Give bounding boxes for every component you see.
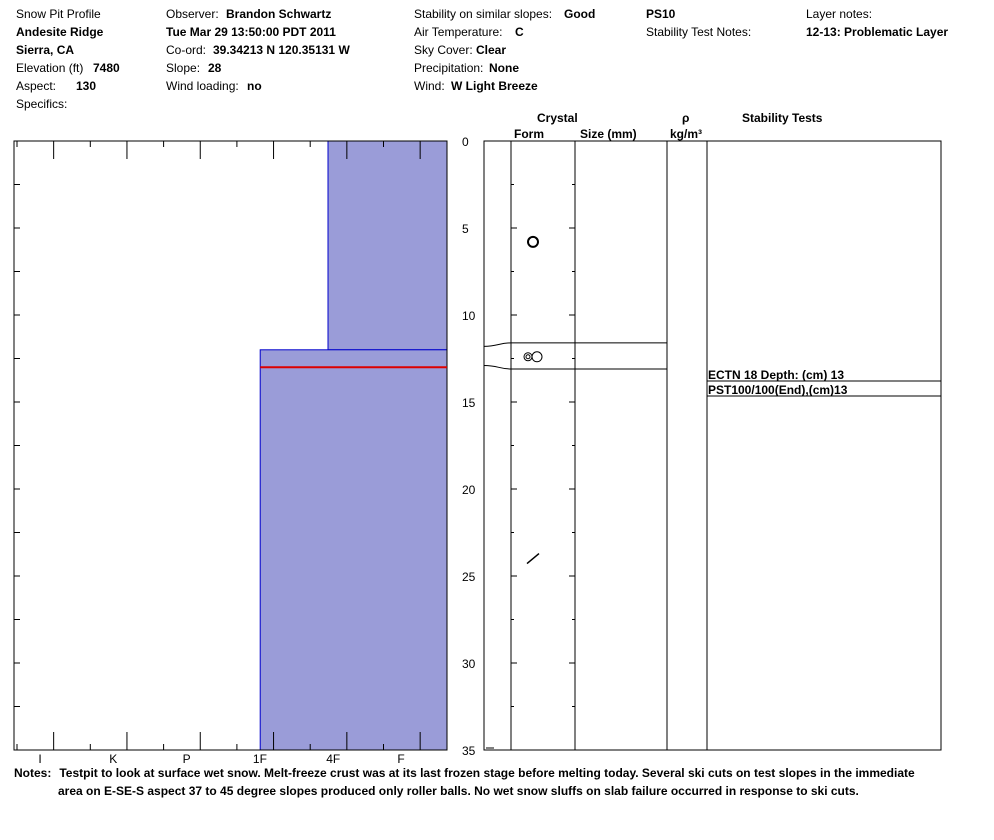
profile-label: Snow Pit Profile [16, 7, 101, 21]
depth-tick-label: 15 [462, 396, 476, 410]
crystal-melt-freeze-icon-outer [532, 352, 542, 362]
depth-tick-label: 25 [462, 570, 476, 584]
layer-notes-label: Layer notes: [806, 7, 873, 21]
stability-test-0: ECTN 18 Depth: (cm) 13 [708, 368, 845, 382]
aspect-value: 130 [76, 79, 97, 93]
form-header: Form [514, 127, 544, 141]
crystal-grid [484, 141, 941, 750]
depth-tick-label: 30 [462, 657, 476, 671]
coord-label: Co-ord: [166, 43, 207, 57]
hardness-label-i: I [38, 752, 42, 766]
hardness-layer-1 [260, 350, 447, 750]
crystal-grid-frame [484, 141, 941, 750]
wind-label: Wind: [414, 79, 445, 93]
slope-value: 28 [208, 61, 222, 75]
region: Sierra, CA [16, 43, 75, 57]
stability-notes-label: Stability Test Notes: [646, 25, 752, 39]
coord-value: 39.34213 N 120.35131 W [213, 43, 350, 57]
wind-loading-label: Wind loading: [166, 79, 239, 93]
stability-label: Stability on similar slopes: [414, 7, 553, 21]
crystal-rounded-grain-icon [528, 237, 538, 247]
air-temp-label: Air Temperature: [414, 25, 503, 39]
elevation-value: 7480 [93, 61, 120, 75]
depth-tick-label: 0 [462, 135, 469, 149]
stability-tests-header: Stability Tests [742, 111, 823, 125]
depth-tick-label: 5 [462, 222, 469, 236]
hardness-label-f: F [397, 752, 405, 766]
hardness-label-k: K [109, 752, 118, 766]
sky-value: Clear [476, 43, 507, 57]
hardness-plot [14, 141, 447, 766]
pit-id: PS10 [646, 7, 676, 21]
crystal-melt-freeze-icon-inner [526, 355, 530, 359]
layer-notes-value: 12-13: Problematic Layer [806, 25, 949, 39]
elevation-label: Elevation (ft) [16, 61, 84, 75]
location: Andesite Ridge [16, 25, 104, 39]
layer-connector-bottom [484, 365, 511, 368]
density-unit: kg/m³ [670, 127, 703, 141]
observer-label: Observer: [166, 7, 219, 21]
precip-label: Precipitation: [414, 61, 484, 75]
sky-label: Sky Cover: [414, 43, 473, 57]
datetime: Tue Mar 29 13:50:00 PDT 2011 [166, 25, 336, 39]
air-temp-value: C [515, 25, 524, 39]
aspect-label: Aspect: [16, 79, 57, 93]
stability-test-1: PST100/100(End),(cm)13 [708, 383, 848, 397]
notes-line-2: area on E-SE-S aspect 37 to 45 degree slopes produced only roller balls. No wet snow sluffs on slab failure occurred in response to ski cuts. [58, 784, 859, 798]
layer-connector-top [484, 343, 511, 346]
depth-tick-label: 10 [462, 309, 476, 323]
specifics-label: Specifics: [16, 97, 68, 111]
crystal-slash-icon [527, 554, 539, 564]
density-symbol: ρ [682, 111, 690, 125]
slope-label: Slope: [166, 61, 201, 75]
crystal-header: Crystal [537, 111, 578, 125]
hardness-layer-0 [328, 141, 447, 350]
size-header: Size (mm) [580, 127, 637, 141]
wind-value: W Light Breeze [451, 79, 538, 93]
depth-tick-label: 35 [462, 744, 476, 758]
hardness-label-p: P [182, 752, 191, 766]
hardness-label-1f: 1F [252, 752, 267, 766]
depth-tick-label: 20 [462, 483, 476, 497]
precip-value: None [489, 61, 519, 75]
observer-value: Brandon Schwartz [226, 7, 332, 21]
hardness-label-4f: 4F [326, 752, 341, 766]
notes [14, 764, 974, 800]
stability-value: Good [564, 7, 596, 21]
notes-line-1: Testpit to look at surface wet snow. Melt-freeze crust was at its last frozen stage before melting today. Several ski cuts on test slopes in the immediate [59, 766, 915, 780]
wind-loading-value: no [247, 79, 262, 93]
notes-label: Notes: [14, 766, 52, 780]
crystal-melt-freeze-icon [524, 353, 532, 361]
